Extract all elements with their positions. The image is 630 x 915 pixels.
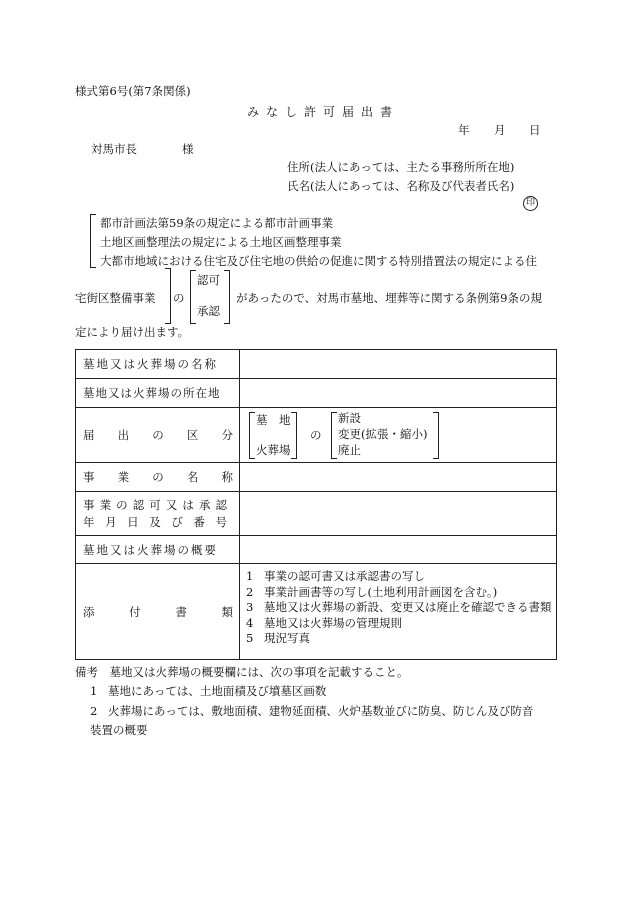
statement: があったので、対馬市墓地、埋葬等に関する条例第9条の規 [236,291,542,305]
permit-label-char: 日 [127,514,139,529]
permit-label-char: 月 [105,514,117,529]
attachment-item [246,600,556,616]
facility-bracket-left [249,412,255,459]
approval-option: 認可 [197,273,220,287]
project-name-label-char: 事 [83,470,95,484]
attachment-number: 1 [246,569,254,583]
attachment-text: 事業の認可書又は承認書の写し [264,569,425,583]
facility-option-cemetery: 墓 地 [256,413,291,427]
permit-label-char: 及 [149,514,161,529]
permit-label-char: 業 [99,497,112,512]
attachment-number: 4 [246,615,254,630]
project-bracket-left [90,214,96,268]
attach-label-char: 類 [221,604,233,619]
remarks-head: 備考 墓地又は火葬場の概要欄には、次の事項を記載すること。 [75,665,409,679]
permit-label-char: び [171,514,183,529]
attach-label-cell [76,564,240,660]
attachment-item [246,569,556,585]
outline-label-cell [76,536,240,564]
seal-mark: 印 [523,196,538,211]
facility-bracket-right [291,412,297,459]
particle-no: の [173,291,185,305]
category-label-char: 区 [186,428,199,442]
category-particle-no: の [310,428,322,442]
attachment-text: 現況写真 [264,631,310,645]
type-bracket-left [331,412,337,459]
addressee-name: 対馬市長 [91,142,137,156]
addressee-honorific: 様 [182,142,194,156]
remark-text: 火葬場にあっては、敷地面積、建物延面積、火炉基数並びに防臭、防じん及び防音 [108,704,534,718]
location-value-cell[interactable] [240,379,557,408]
type-option-abolish: 廃止 [338,443,361,457]
category-label-char: 出 [117,428,130,442]
permit-label-char: は [182,497,194,512]
permit-label-char: 又 [165,497,178,512]
project-item: 都市計画法第59条の規定による都市計画事業 [100,216,334,230]
attachment-item [246,585,556,601]
attach-label-char: 付 [129,604,141,619]
project-item: 土地区画整理法の規定による土地区画整理事業 [100,235,342,249]
permit-label-char: 承 [198,497,211,512]
type-bracket-right [433,412,439,459]
form-number: 様式第6号(第7条関係) [75,84,191,98]
category-label-cell [76,408,240,463]
remark-number: 2 [90,704,98,718]
attachment-number: 3 [246,600,254,614]
date-day: 日 [529,123,541,137]
project-name-label-char: 称 [221,470,233,484]
project-name-label-char: 業 [117,470,130,484]
approval-option: 承認 [197,304,220,318]
statement-end: 定により届け出ます。 [75,325,190,339]
project-name-label-char: の [152,470,164,484]
date-month: 月 [494,123,506,137]
approval-bracket-right [224,270,230,324]
project-bracket-right [165,268,171,324]
permit-label-char: 事 [83,497,95,512]
page-title: みなし許可届出書 [247,105,400,119]
name-value-cell[interactable] [240,350,557,379]
project-item: 大都市地域における住宅及び住宅地の供給の促進に関する特別措置法の規定による住 [100,254,537,268]
type-option-new: 新設 [338,411,361,425]
category-label-char: 分 [221,428,233,442]
project-name-label-char: 名 [186,470,199,484]
permit-label-char: 認 [215,497,227,512]
project-continuation: 宅街区整備事業 [75,291,156,305]
outline-value-cell[interactable] [240,536,557,564]
location-label: 墓地又は火葬場の所在地 [83,386,221,400]
category-label-char: の [152,428,164,442]
outline-label: 墓地又は火葬場の概要 [83,542,218,557]
applicant-name: 氏名(法人にあっては、名称及び代表者氏名) [287,179,515,193]
permit-label-char: 番 [193,514,205,529]
attachment-item [246,616,556,632]
attachment-number: 2 [246,584,254,599]
attachment-text: 事業計画書等の写し(土地利用計画図を含む。) [264,584,498,599]
attachment-number: 5 [246,631,254,645]
permit-label-char: 認 [132,497,145,512]
name-label: 墓地又は火葬場の名称 [83,357,218,371]
category-label-char: 届 [83,428,95,442]
project-name-label-cell [76,463,240,492]
facility-option-crematorium: 火葬場 [256,443,291,457]
location-label-cell [76,379,240,408]
name-label-cell [76,350,240,379]
permit-label-char: の [116,497,128,512]
permit-label-char: 号 [215,514,227,529]
attach-label-char: 書 [175,604,187,619]
permit-label-cell [76,492,240,536]
form-table [75,349,557,660]
type-option-change: 変更(拡張・縮小) [338,427,428,441]
date-year: 年 [458,123,470,137]
remark-text: 墓地にあっては、土地面積及び墳墓区画数 [108,684,327,698]
attach-label-char: 添 [83,604,95,619]
remark-number: 1 [90,684,98,698]
project-name-value-cell[interactable] [240,463,557,492]
permit-value-cell[interactable] [240,492,557,536]
attach-value-cell [240,564,557,660]
permit-label-char: 年 [83,514,95,529]
attachment-item [246,631,556,647]
attachment-text: 墓地又は火葬場の管理規則 [264,615,402,630]
attachment-text: 墓地又は火葬場の新設、変更又は廃止を確認できる書類 [264,600,552,614]
approval-bracket-left [190,270,196,324]
applicant-address: 住所(法人にあっては、主たる事務所所在地) [287,160,515,174]
remark-text-cont: 装置の概要 [90,723,148,737]
category-value-cell[interactable] [240,408,557,463]
permit-label-char: 可 [149,497,161,512]
